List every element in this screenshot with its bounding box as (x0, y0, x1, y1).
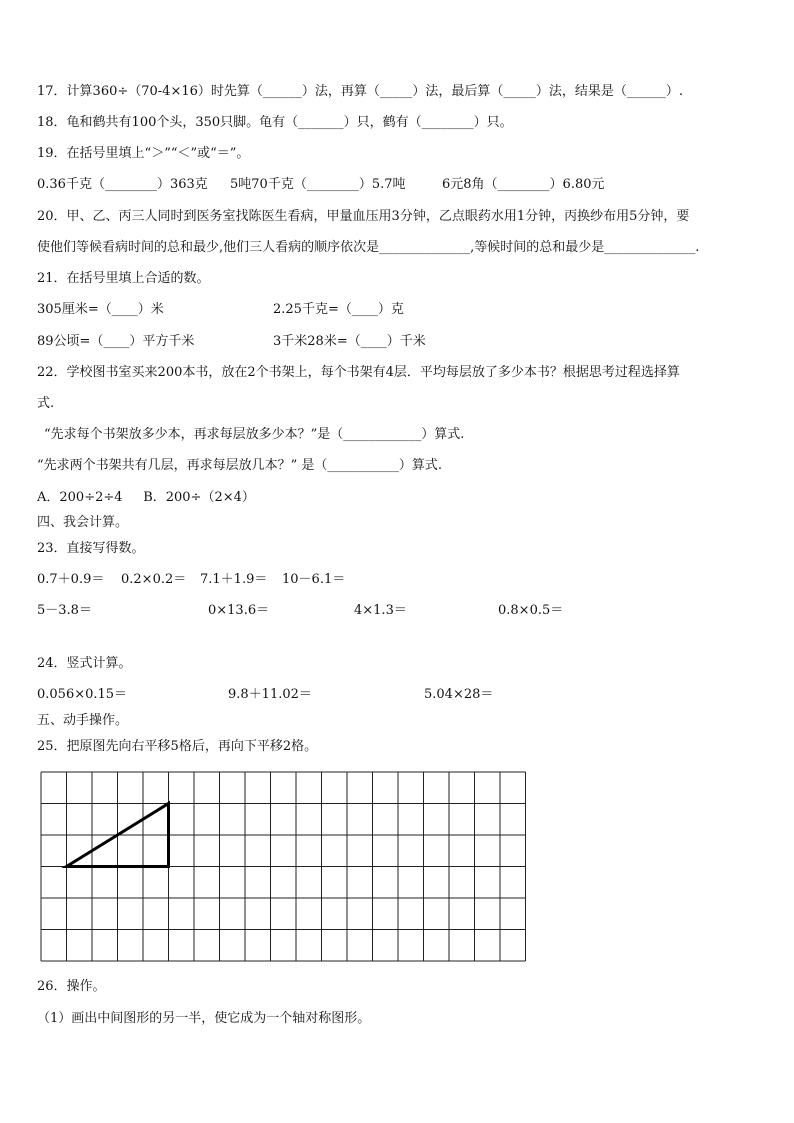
question-19-item: 6元8角（________）6.80元 (442, 177, 605, 192)
question-24-title: 24．竖式计算。 (37, 656, 132, 671)
question-26-title: 26．操作。 (37, 979, 106, 994)
question-22-line3: “先求每个书架放多少本，再求每层放多少本？”是（____________）算式. (44, 427, 465, 442)
question-19-item: 0.36千克（________）363克 (37, 177, 208, 192)
question-23-item: 10－6.1＝ (282, 572, 346, 587)
question-23-title: 23．直接写得数。 (37, 541, 145, 556)
question-22-line4: “先求两个书架共有几层，再求每层放几本？” 是（___________）算式. (37, 458, 443, 473)
question-18: 18．龟和鹤共有100个头，350只脚。龟有（_______）只，鹤有（________）只。 (37, 115, 513, 130)
square-grid (40, 771, 530, 963)
question-19-item: 5吨70千克（________）5.7吨 (230, 177, 406, 192)
question-22-options: A．200÷2÷4 B．200÷（2×4） (37, 490, 255, 505)
question-20-line2: 使他们等候看病时间的总和最少,他们三人看病的顺序依次是______________,等候时间的总和最少是______________. (37, 240, 700, 255)
question-21-item: 89公顷=（____）平方千米 (37, 334, 195, 349)
section-5-heading: 五、动手操作。 (37, 713, 129, 728)
question-23-item: 7.1＋1.9＝ (200, 572, 268, 587)
question-26-sub1: （1）画出中间图形的另一半，使它成为一个轴对称图形。 (37, 1011, 371, 1026)
question-23-item: 0.8×0.5＝ (498, 603, 564, 618)
question-24-item: 0.056×0.15＝ (37, 687, 128, 702)
question-23-item: 4×1.3＝ (354, 603, 407, 618)
question-21-title: 21．在括号里填上合适的数。 (37, 271, 210, 286)
question-24-item: 9.8＋11.02＝ (228, 687, 312, 702)
question-21-item: 3千米28米=（____）千米 (273, 334, 426, 349)
question-23-item: 0.2×0.2＝ (121, 572, 187, 587)
question-23-item: 0.7＋0.9＝ (37, 572, 105, 587)
question-20-line1: 20．甲、乙、丙三人同时到医务室找陈医生看病，甲量血压用3分钟，乙点眼药水用1分钟，丙换纱布用5分钟，要 (37, 209, 690, 224)
question-24-item: 5.04×28＝ (424, 687, 494, 702)
question-19-title: 19．在括号里填上“＞”“＜”或“＝”。 (37, 146, 250, 161)
question-23-item: 5－3.8＝ (37, 603, 92, 618)
question-21-item: 2.25千克=（____）克 (273, 302, 404, 317)
question-21-item: 305厘米=（____）米 (37, 302, 164, 317)
question-17: 17．计算360÷（70-4×16）时先算（______）法，再算（_____）法，最后算（_____）法，结果是（______）. (37, 84, 684, 99)
question-22-line2: 式. (37, 396, 55, 411)
question-23-item: 0×13.6＝ (208, 603, 270, 618)
question-22-line1: 22．学校图书室买来200本书，放在2个书架上，每个书架有4层．平均每层放了多少本书？根据思考过程选择算 (37, 365, 680, 380)
question-25-title: 25．把原图先向右平移5格后，再向下平移2格。 (37, 739, 318, 754)
section-4-heading: 四、我会计算。 (37, 515, 129, 530)
